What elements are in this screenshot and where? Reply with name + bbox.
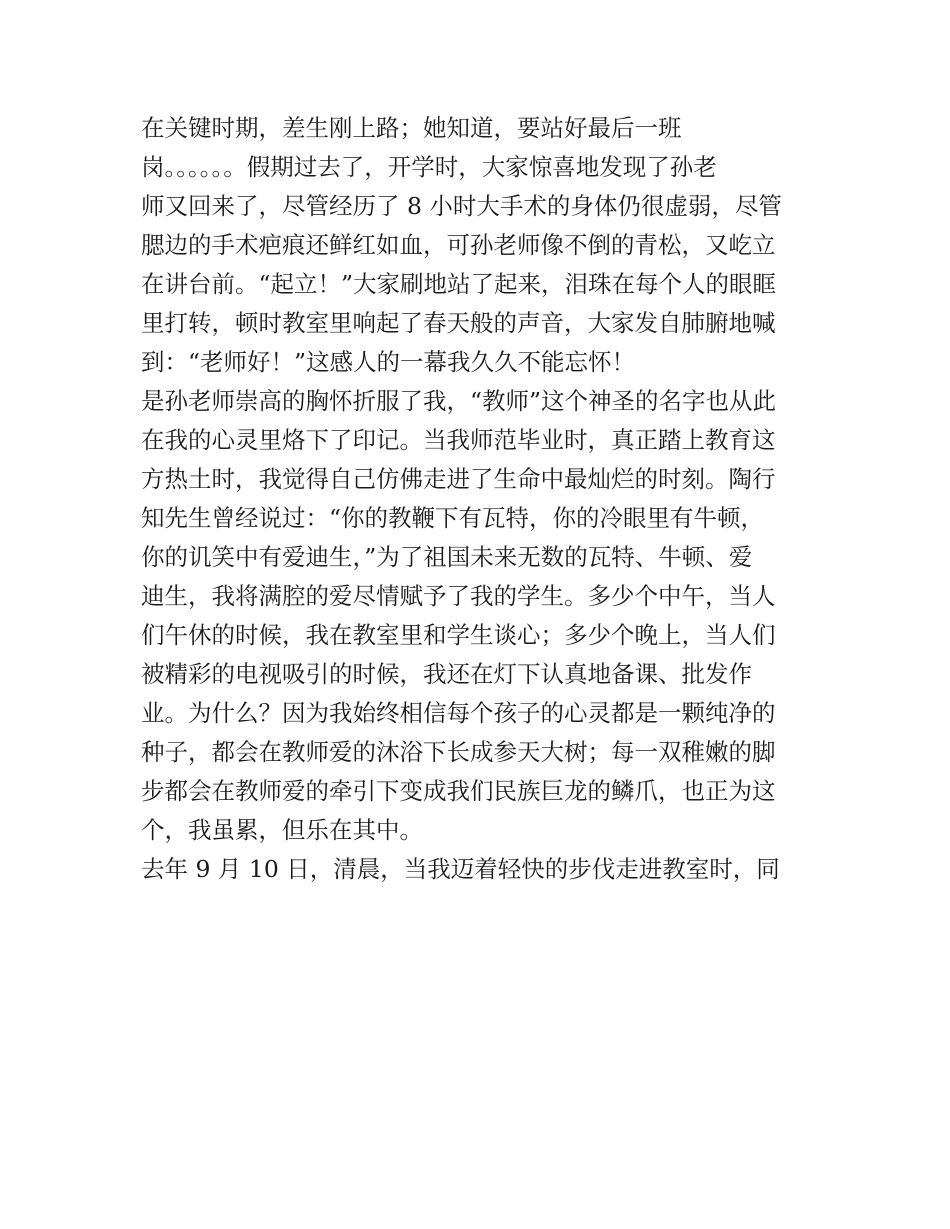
text-line: 个，我虽累，但乐在其中。 [141, 816, 423, 844]
text-line: 你的讥笑中有爱迪生，”为了祖国未来无数的瓦特、牛顿、爱 [141, 543, 753, 571]
text-line: 知先生曾经说过：“你的教鞭下有瓦特，你的冷眼里有牛顿， [141, 504, 765, 532]
text-line: 种子，都会在教师爱的沐浴下长成参天大树；每一双稚嫩的脚 [141, 738, 776, 766]
text-line: 迪生，我将满腔的爱尽情赋予了我的学生。多少个中午，当人 [141, 582, 776, 610]
text-line: 业。为什么？因为我始终相信每个孩子的心灵都是一颗纯净的 [141, 699, 776, 727]
text-line: 腮边的手术疤痕还鲜红如血，可孙老师像不倒的青松，又屹立 [141, 231, 776, 259]
text-line: 去年 9 月 10 日，清晨，当我迈着轻快的步伐走进教室时，同 [141, 855, 780, 883]
text-line: 在关键时期，差生刚上路；她知道，要站好最后一班 [141, 114, 682, 142]
body-text [141, 109, 821, 889]
text-line: 在我的心灵里烙下了印记。当我师范毕业时，真正踏上教育这 [141, 426, 776, 454]
text-line: 岗。。。。。。假期过去了，开学时，大家惊喜地发现了孙老 [141, 153, 717, 181]
text-line: 们午休的时候，我在教室里和学生谈心；多少个晚上，当人们 [141, 621, 776, 649]
text-line: 方热土时，我觉得自己仿佛走进了生命中最灿烂的时刻。陶行 [141, 465, 776, 493]
text-line: 师又回来了，尽管经历了 8 小时大手术的身体仍很虚弱，尽管 [141, 192, 782, 220]
text-line: 到：“老师好！”这感人的一幕我久久不能忘怀！ [141, 348, 636, 376]
text-line: 步都会在教师爱的牵引下变成我们民族巨龙的鳞爪，也正为这 [141, 777, 776, 805]
text-line: 里打转，顿时教室里响起了春天般的声音，大家发自肺腑地喊 [141, 309, 776, 337]
text-line: 被精彩的电视吸引的时候，我还在灯下认真地备课、批发作 [141, 660, 752, 688]
text-line: 在讲台前。“起立！”大家刷地站了起来，泪珠在每个人的眼眶 [141, 270, 777, 298]
text-line: 是孙老师崇高的胸怀折服了我，“教师”这个神圣的名字也从此 [141, 387, 777, 415]
